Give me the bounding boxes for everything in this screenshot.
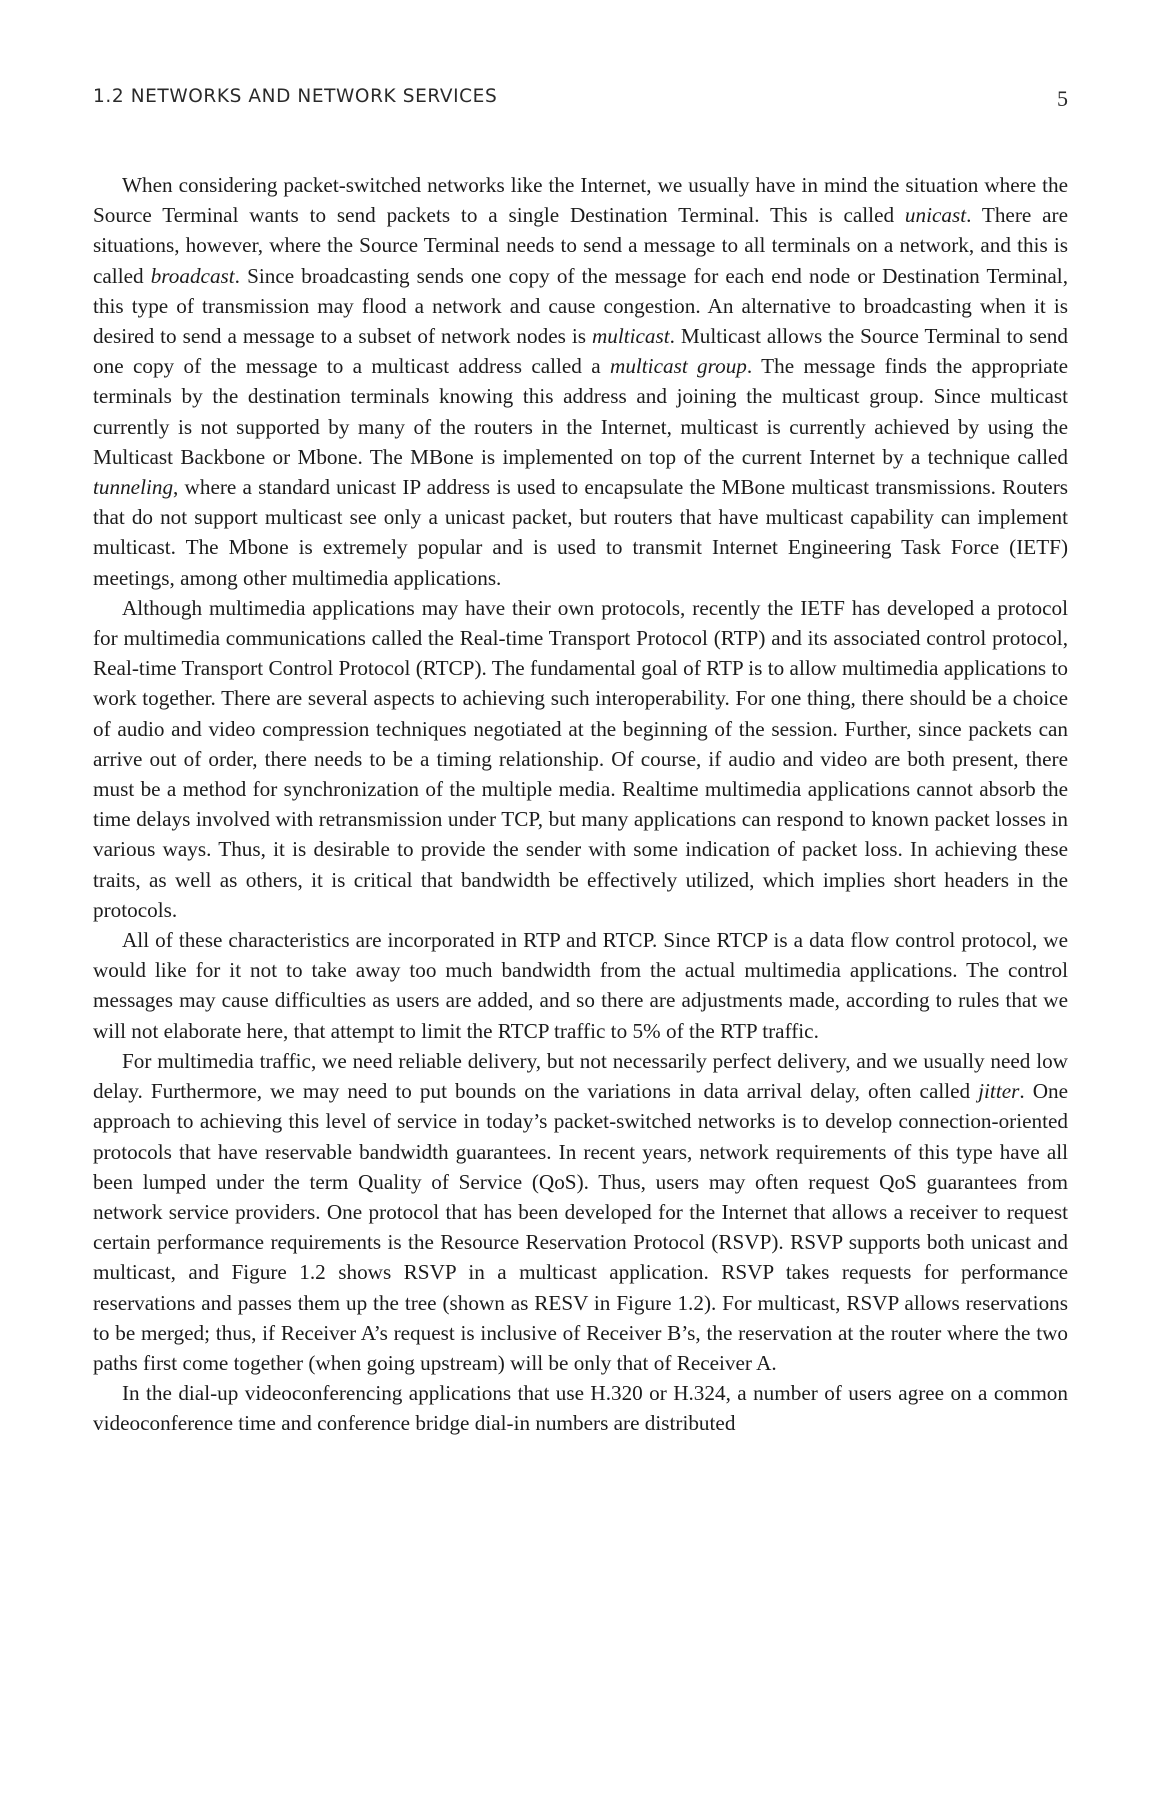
text-run: . The message finds the appropriate terminals by the destination terminals knowing this address and joining the multicast group. Since multicast currently is not supported by many of the routers in the Internet, multicast is currently achieved by using the Multicast Backbone or Mbone. The MBone is implemented on top of the current Internet by a technique called [93,354,1068,469]
text-run: Although multimedia applications may have their own protocols, recently the IETF has developed a protocol for multimedia communications called the Real-time Transport Protocol (RTP) and its associated control protocol, Real-time Transport Control Protocol (RTCP). The fundamental goal of RTP is to allow multimedia applications to work together. There are several aspects to achieving such interoperability. For one thing, there should be a choice of audio and video compression techniques negotiated at the beginning of the session. Further, since packets can arrive out of order, there needs to be a timing relationship. Of course, if audio and video are both present, there must be a method for synchronization of the multiple media. Realtime multimedia applications cannot absorb the time delays involved with retransmission under TCP, but many applications can respond to known packet losses in various ways. Thus, it is desirable to provide the sender with some indication of packet loss. In achieving these traits, as well as others, it is critical that bandwidth be effectively utilized, which implies short headers in the protocols. [93,595,1068,922]
text-run: When considering packet-switched networks like the Internet, we usually have in mind the situation where the Source Terminal wants to send packets to a single Destination Terminal. This is called [93,173,1068,228]
text-run: . Since broadcasting sends one copy of the message for each end node or Destination Terminal, this type of transmission may flood a network and cause congestion. An alternative to broadcasting when it is desired to send a message to a subset of network nodes is [93,263,1068,349]
text-run: All of these characteristics are incorporated in RTP and RTCP. Since RTCP is a data flow control protocol, we would like for it not to take away too much bandwidth from the actual multimedia applications. The control messages may cause difficulties as users are added, and so there are adjustments made, according to rules that we will not elaborate here, that attempt to limit the RTCP traffic to 5% of the RTP traffic. [93,928,1068,1043]
text-run: . One approach to achieving this level of service in today’s packet-switched networks is to develop connection-oriented protocols that have reservable bandwidth guarantees. In recent years, network requirements of this type have all been lumped under the term Quality of Service (QoS). Thus, users may often request QoS guarantees from network service providers. One protocol that has been developed for the Internet that allows a receiver to request certain performance requirements is the Resource Reservation Protocol (RSVP). RSVP supports both unicast and multicast, and Figure 1.2 shows RSVP in a multicast application. RSVP takes requests for performance reservations and passes them up the tree (shown as RESV in Figure 1.2). For multicast, RSVP allows reservations to be merged; thus, if Receiver A’s request is inclusive of Receiver B’s, the reservation at the router where the two paths first come together (when going upstream) will be only that of Receiver A. [93,1079,1068,1375]
italic-term: multicast group [610,354,747,379]
italic-term: jitter [978,1079,1020,1104]
paragraph-rtcp [93,925,1068,1046]
body-text [93,170,1068,1439]
text-run: . Multicast allows the Source Terminal to send one copy of the message to a multicast address called a [93,324,1068,379]
paragraph-rtp [93,593,1068,925]
page-number: 5 [1057,86,1068,111]
page-header [93,86,1068,116]
italic-term: tunneling [93,475,174,500]
italic-term: broadcast [150,263,235,288]
italic-term: multicast [591,324,670,349]
paragraph-qos-rsvp [93,1046,1068,1378]
text-run: In the dial-up videoconferencing applications that use H.320 or H.324, a number of users agree on a common videoconference time and conference bridge dial-in numbers are distributed [93,1381,1068,1436]
italic-term: unicast [904,203,967,228]
paragraph-videoconferencing [93,1378,1068,1438]
text-run: For multimedia traffic, we need reliable delivery, but not necessarily perfect delivery, and we usually need low delay. Furthermore, we may need to put bounds on the variations in data arrival delay, often called [93,1048,1068,1104]
text-run: , where a standard unicast IP address is used to encapsulate the MBone multicast transmissions. Routers that do not support multicast see only a unicast packet, but routers that have multicast capability can implement multicast. The Mbone is extremely popular and is used to transmit Internet Engineering Task Force (IETF) meetings, among other multimedia applications. [93,475,1068,590]
running-head: 1.2 NETWORKS AND NETWORK SERVICES [93,86,498,107]
paragraph-multicast [93,170,1068,593]
text-run: . There are situations, however, where the Source Terminal needs to send a message to all terminals on a network, and this is called [93,203,1068,288]
